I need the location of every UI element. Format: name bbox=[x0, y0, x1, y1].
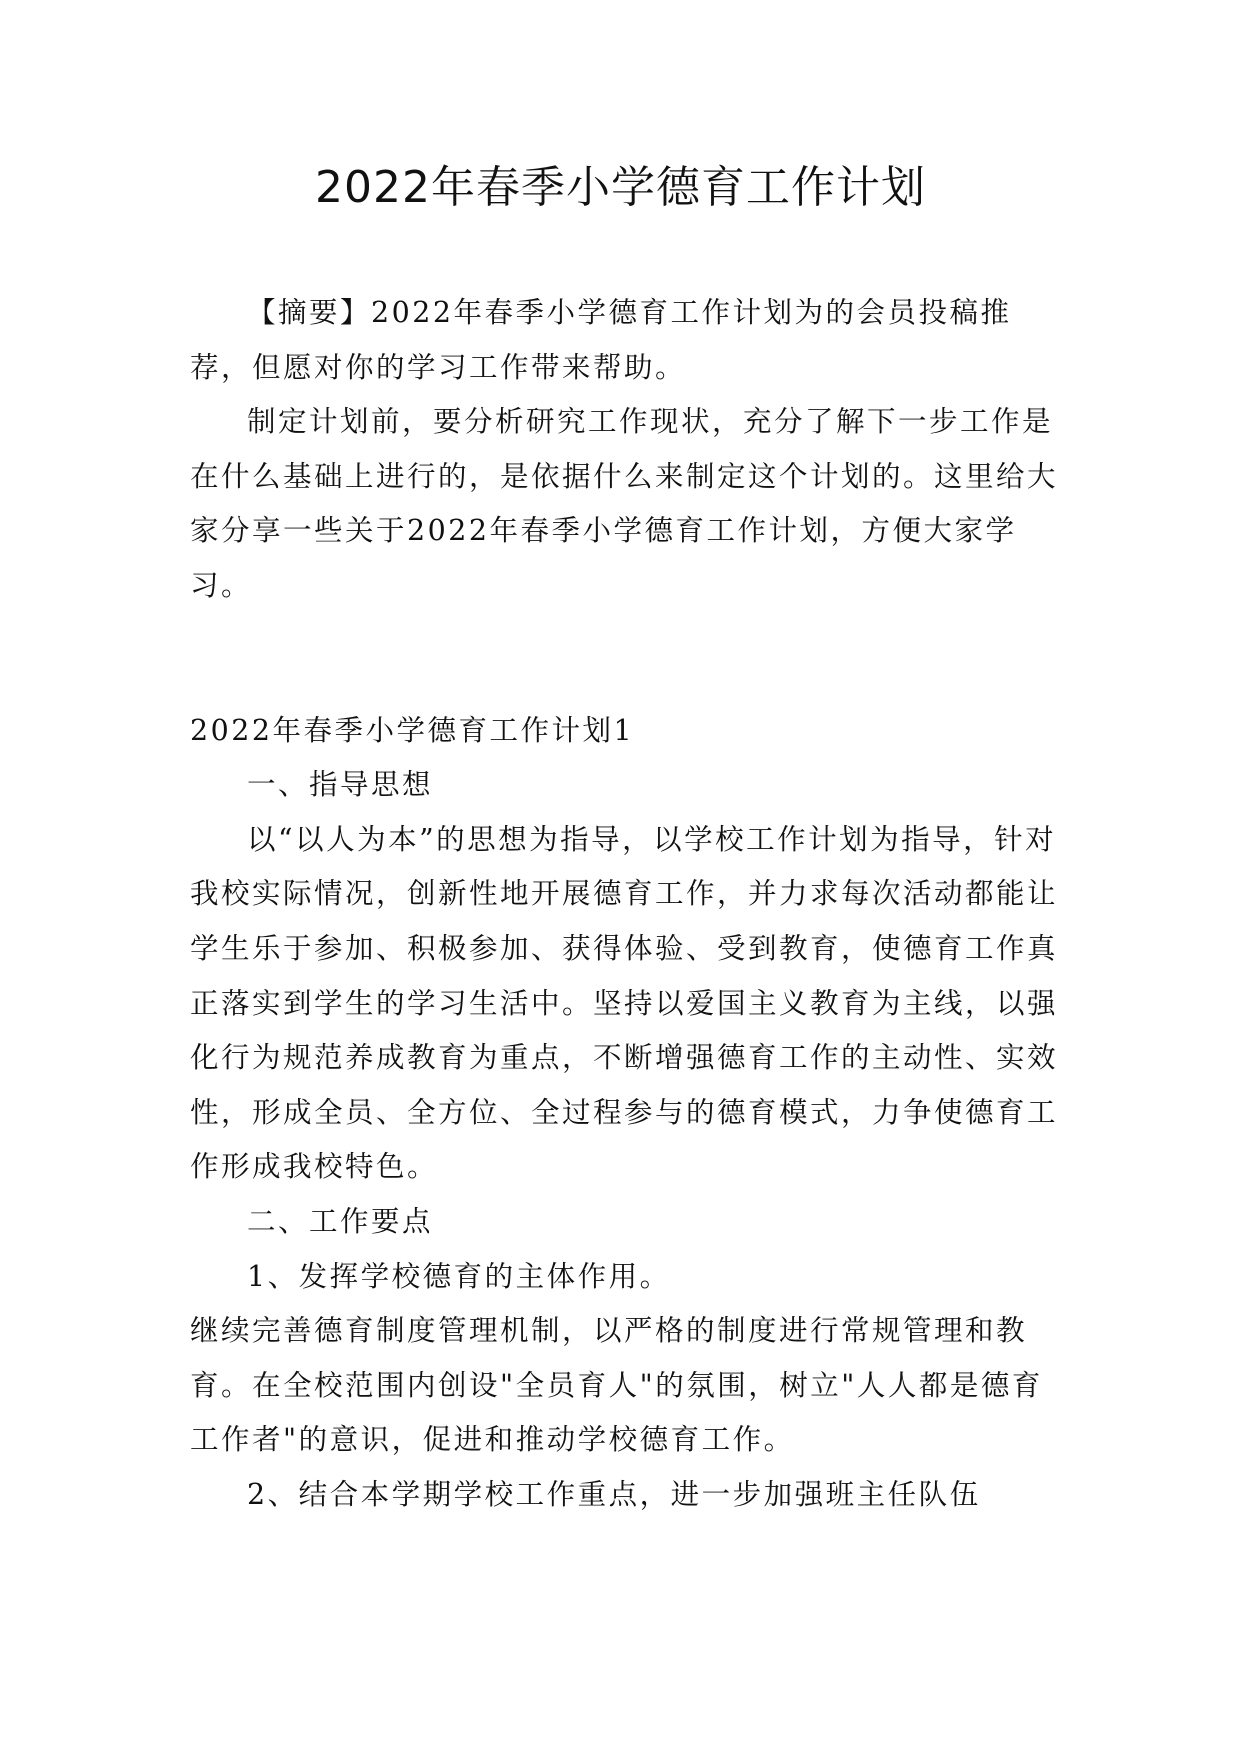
point2-heading: 2、结合本学期学校工作重点，进一步加强班主任队伍 bbox=[247, 1477, 981, 1511]
point1-heading: 1、发挥学校德育的主体作用。 bbox=[247, 1259, 671, 1293]
point1-body: 继续完善德育制度管理机制，以严格的制度进行常规管理和教育。在全校范围内创设"全员育人"的氛围，树立"人人都是德育工作者"的意识，促进和推动学校德育工作。 bbox=[190, 1314, 1043, 1457]
intro-paragraph: 制定计划前，要分析研究工作现状，充分了解下一步工作是在什么基础上进行的，是依据什么来制定这个计划的。这里给大家分享一些关于2022年春季小学德育工作计划，方便大家学习。 bbox=[190, 405, 1059, 602]
part1-body: 以“以人为本”的思想为指导，以学校工作计划为指导，针对我校实际情况，创新性地开展德育工作，并力求每次活动都能让学生乐于参加、积极参加、获得体验、受到教育，使德育工作真正落实到学生的学习生活中。坚持以爱国主义教育为主线，以强化行为规范养成教育为重点，不断增强德育工作的主动性、实效性，形成全员、全方位、全过程参与的德育模式，力争使德育工作形成我校特色。 bbox=[190, 822, 1059, 1184]
abstract-paragraph: 【摘要】2022年春季小学德育工作计划为的会员投稿推荐，但愿对你的学习工作带来帮助。 bbox=[190, 296, 1012, 384]
document-body bbox=[190, 286, 1070, 1522]
document-title: 2022年春季小学德育工作计划 bbox=[315, 162, 926, 213]
part2-heading: 二、工作要点 bbox=[247, 1204, 434, 1238]
section-spacer bbox=[190, 614, 1070, 704]
part1-heading: 一、指导思想 bbox=[247, 768, 434, 802]
section-heading: 2022年春季小学德育工作计划1 bbox=[190, 713, 635, 747]
